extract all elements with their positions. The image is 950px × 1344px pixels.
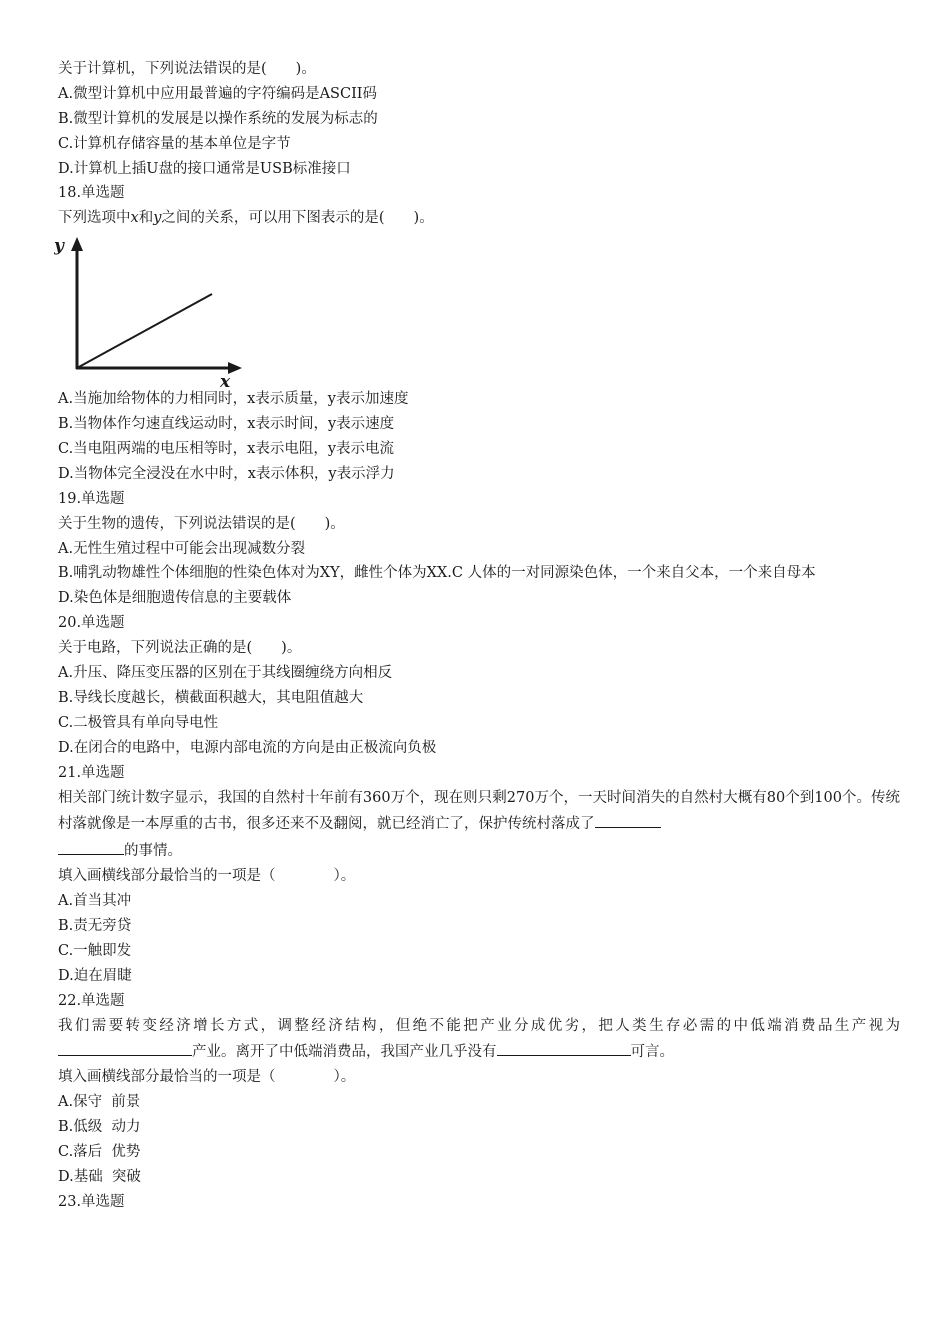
q22-passage-part3: 可言。 bbox=[630, 1044, 674, 1061]
x-axis-label: x bbox=[220, 372, 231, 388]
q17-option-a: A.微型计算机中应用最普遍的字符编码是ASCII码 bbox=[58, 85, 378, 102]
q17-option-b: B.微型计算机的发展是以操作系统的发展为标志的 bbox=[58, 110, 378, 127]
q18-option-a: A.当施加给物体的力相同时，x表示质量，y表示加速度 bbox=[58, 391, 409, 408]
q18-line-graph bbox=[54, 235, 254, 387]
q23-header: 23.单选题 bbox=[58, 1193, 125, 1210]
y-axis-arrow bbox=[71, 237, 83, 251]
q19-header: 19.单选题 bbox=[58, 490, 125, 507]
q18-option-b: B.当物体作匀速直线运动时，x表示时间，y表示速度 bbox=[58, 416, 395, 433]
q22-prompt: 填入画横线部分最恰当的一项是（ ）。 bbox=[58, 1069, 356, 1086]
q21-prompt: 填入画横线部分最恰当的一项是（ ）。 bbox=[58, 868, 356, 885]
q21-blank-line-2 bbox=[58, 837, 124, 855]
q20-option-b: B.导线长度越长，横截面积越大，其电阻值越大 bbox=[58, 689, 364, 706]
q18-var-y: y bbox=[153, 210, 162, 227]
q21-option-b: B.责无旁贷 bbox=[58, 918, 132, 934]
q18-option-c: C.当电阻两端的电压相等时，x表示电阻，y表示电流 bbox=[58, 441, 395, 458]
q22-blank-2 bbox=[497, 1038, 631, 1056]
exam-page bbox=[54, 57, 900, 1215]
q21-passage-part2: 的事情。 bbox=[124, 843, 182, 860]
q20-option-a: A.升压、降压变压器的区别在于其线圈缠绕方向相反 bbox=[58, 665, 393, 682]
q19-option-b-c: B.哺乳动物雄性个体细胞的性染色体对为XY，雌性个体为XX.C 人体的一对同源染色体，一个来自父本，一个来自母本 bbox=[58, 565, 816, 582]
q22-header: 22.单选题 bbox=[58, 992, 125, 1009]
q22-option-b: B.低级 动力 bbox=[58, 1119, 141, 1136]
q19-option-a: A.无性生殖过程中可能会出现减数分裂 bbox=[58, 540, 306, 557]
q20-option-c: C.二极管具有单向导电性 bbox=[58, 714, 219, 731]
q18-stem bbox=[58, 206, 900, 231]
q21-passage bbox=[58, 786, 900, 865]
q21-passage-part1: 相关部门统计数字显示，我国的自然村十年前有360万个，现在则只剩270万个，一天时间消失的自然村大概有80个到100个。传统村落就像是一本厚重的古书，很多还来不及翻阅，就已经消亡了，保护传统村落成了 bbox=[58, 789, 900, 833]
q17-stem: 关于计算机，下列说法错误的是( )。 bbox=[58, 61, 316, 77]
q18-header: 18.单选题 bbox=[58, 185, 125, 202]
q19-stem: 关于生物的遗传，下列说法错误的是( )。 bbox=[58, 515, 345, 532]
q22-passage-part2: 产业。离开了中低端消费品，我国产业几乎没有 bbox=[192, 1044, 497, 1061]
q18-var-x: x bbox=[130, 210, 139, 227]
q19-option-d: D.染色体是细胞遗传信息的主要载体 bbox=[58, 590, 292, 607]
q20-option-d: D.在闭合的电路中，电源内部电流的方向是由正极流向负极 bbox=[58, 739, 437, 756]
q18-option-d: D.当物体完全浸没在水中时，x表示体积，y表示浮力 bbox=[58, 465, 395, 482]
q20-stem: 关于电路，下列说法正确的是( )。 bbox=[58, 640, 302, 657]
q21-option-c: C.一触即发 bbox=[58, 942, 132, 959]
proportional-line bbox=[77, 294, 212, 368]
q17-option-d: D.计算机上插U盘的接口通常是USB标准接口 bbox=[58, 160, 351, 177]
q22-blank-1 bbox=[58, 1038, 192, 1056]
q22-option-d: D.基础 突破 bbox=[58, 1168, 141, 1185]
y-axis-label: y bbox=[54, 236, 64, 257]
q21-header: 21.单选题 bbox=[58, 764, 125, 781]
q20-header: 20.单选题 bbox=[58, 615, 125, 632]
q22-option-c: C.落后 优势 bbox=[58, 1144, 141, 1161]
q18-stem-pre: 下列选项中 bbox=[58, 210, 131, 227]
q18-stem-post: 之间的关系，可以用下图表示的是( )。 bbox=[161, 210, 434, 227]
q18-graph-svg bbox=[54, 235, 254, 387]
q21-option-a: A.首当其冲 bbox=[58, 893, 132, 910]
q17-option-c: C.计算机存储容量的基本单位是字节 bbox=[58, 135, 291, 152]
q22-passage-part1: 我们需要转变经济增长方式，调整经济结构，但绝不能把产业分成优劣，把人类生存必需的中低端消费品生产视为 bbox=[58, 1017, 900, 1034]
q21-blank-line-1 bbox=[595, 810, 661, 828]
q21-option-d: D.迫在眉睫 bbox=[58, 967, 132, 984]
q22-passage bbox=[58, 1014, 900, 1066]
q22-option-a: A.保守 前景 bbox=[58, 1094, 141, 1111]
q18-stem-mid: 和 bbox=[138, 210, 154, 227]
